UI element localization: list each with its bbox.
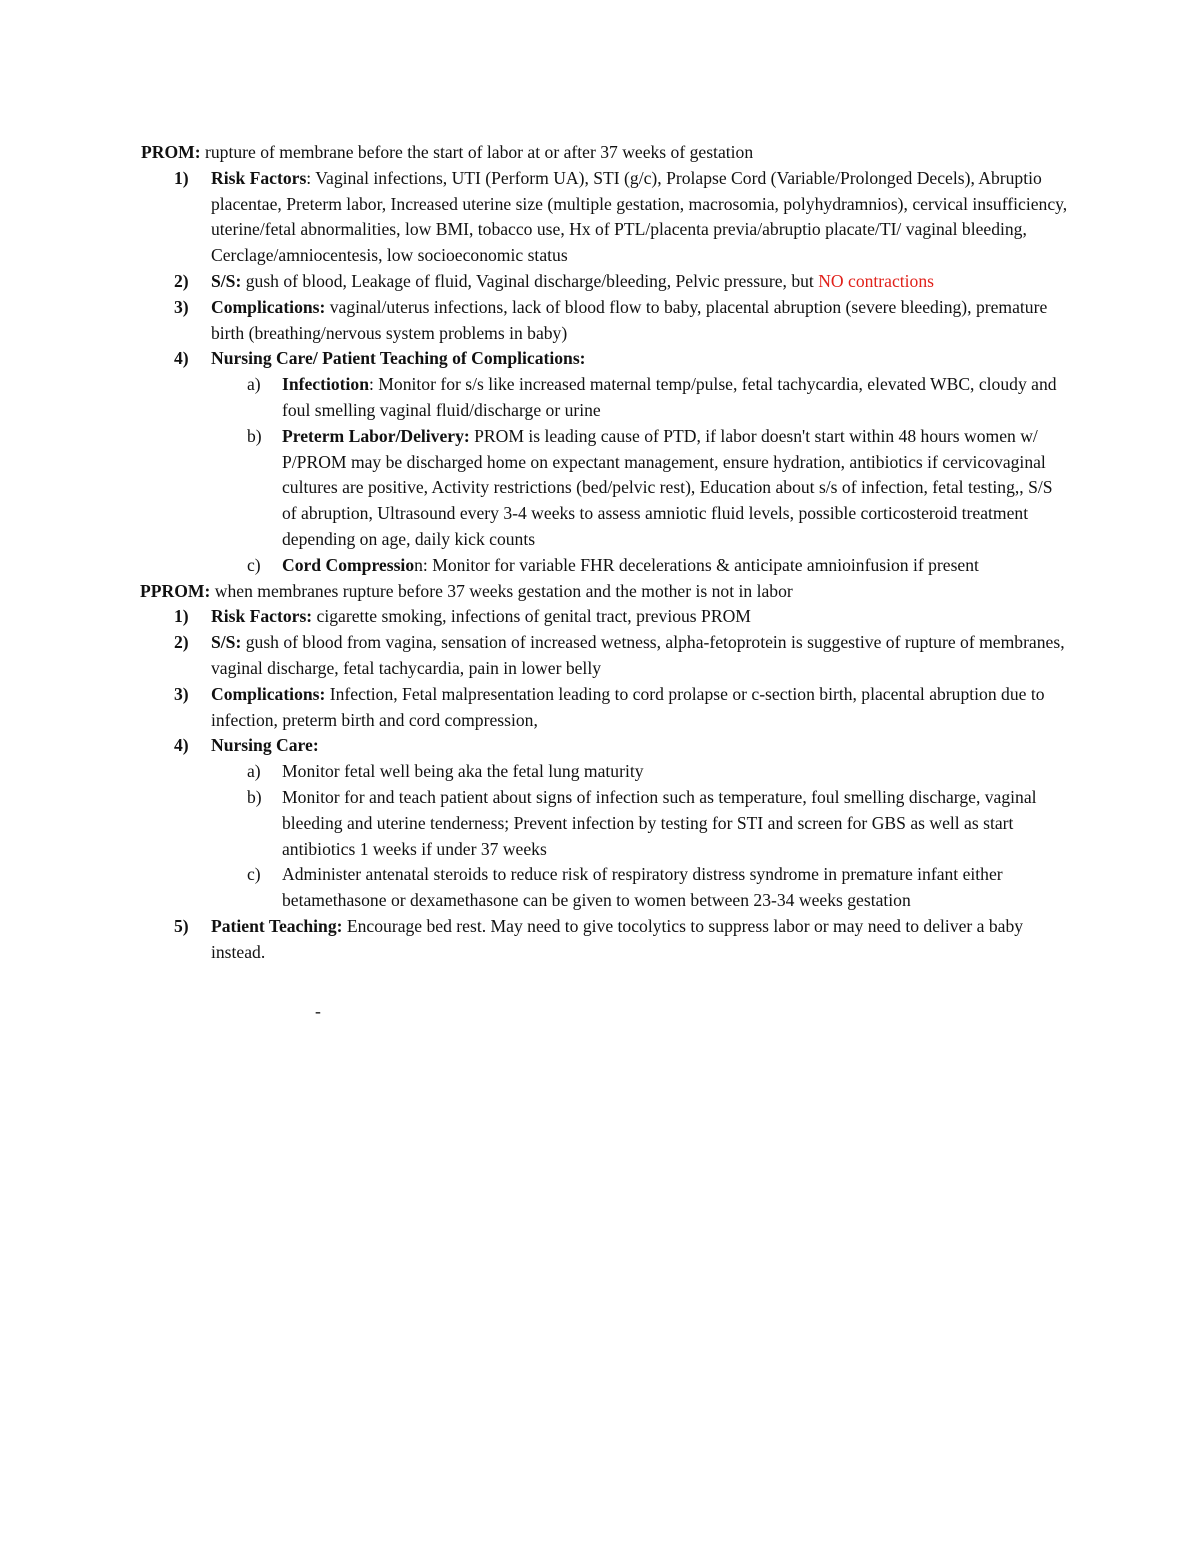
item-term: Risk Factors: [211,606,313,627]
pprom-term: PPROM: [140,580,211,601]
prom-item-complications [141,295,1071,347]
sub-item-cord-compression [211,553,1071,579]
item-term: Risk Factors [211,167,307,188]
list-marker: 2) [174,270,189,291]
prom-term: PROM: [141,142,201,162]
item-text: : Vaginal infections, UTI (Perform UA), STI (g/c), Prolapse Cord (Variable/Prolonged Decels), Abruptio placentae, Preterm labor, Increased uterine size (multiple gestation, macrosomia, polyhydramnios), cervical insufficiency, uterine/fetal abnormalities, low BMI, tobacco use, Hx of PTL/placenta previa/abruptio placate/TI/ vaginal bleeding, Cerclage/amniocentesis, low socioeconomic status [211,167,1068,266]
list-marker: 4) [174,735,189,756]
pprom-definition: when membranes rupture before 37 weeks gestation and the mother is not in labor [210,580,793,601]
sub-marker: b) [247,786,262,807]
sub-item-preterm-labor [211,424,1071,553]
pprom-heading [140,579,1071,605]
sub-text: Monitor fetal well being aka the fetal lung maturity [282,761,644,782]
sub-text: Administer antenatal steroids to reduce risk of respiratory distress syndrome in premature infant either betamethasone or dexamethasone can be given to women between 23-34 weeks gestation [282,864,1003,911]
item-term: Nursing Care/ Patient Teaching of Complications: [211,348,586,369]
prom-list [141,166,1071,579]
pprom-nursing-sublist [211,759,1071,914]
prom-item-risk-factors [141,166,1071,269]
sub-term: Cord Compressio [282,554,415,575]
item-text: gush of blood, Leakage of fluid, Vaginal discharge/bleeding, Pelvic pressure, but [241,270,819,291]
item-text: cigarette smoking, infections of genital tract, previous PROM [312,606,751,627]
pprom-item-patient-teaching [141,914,1071,966]
list-marker: 4) [174,348,189,369]
prom-item-signs-symptoms [141,269,1071,295]
sub-text: : Monitor for s/s like increased maternal temp/pulse, fetal tachycardia, elevated WBC, cloudy and foul smelling vaginal fluid/discharge or urine [282,374,1057,420]
sub-marker: c) [247,864,261,885]
sub-item-antenatal-steroids [211,862,1071,914]
pprom-item-signs-symptoms [141,630,1071,682]
sub-text: n: Monitor for variable FHR decelerations & anticipate amnioinfusion if present [414,554,979,575]
list-marker: 3) [174,296,189,317]
item-text: Infection, Fetal malpresentation leading to cord prolapse or c-section birth, placental abruption due to infection, preterm birth and cord compression, [211,683,1045,730]
document-body [141,140,1071,966]
list-marker: 3) [174,683,189,704]
item-term: Patient Teaching: [211,915,343,936]
item-text: Encourage bed rest. May need to give tocolytics to suppress labor or may need to deliver a baby instead. [211,915,1024,962]
sub-term: Infectiotion [282,374,369,395]
sub-item-infection-teaching [211,785,1071,862]
sub-marker: b) [247,425,262,446]
pprom-list [141,604,1071,965]
sub-text: PROM is leading cause of PTD, if labor doesn't start within 48 hours women w/ P/PROM may be discharged home on expectant management, ensure hydration, antibiotics if cervicovaginal cultures are positive, Activity restrictions (bed/pelvic rest), Education about s/s of infection, fetal testing,, S/S of abruption, Ultrasound every 3-4 weeks to assess amniotic fluid levels, possible corticosteroid treatment depending on age, daily kick counts [282,425,1053,549]
list-marker: 1) [174,167,189,188]
sub-term: Preterm Labor/Delivery: [282,425,470,446]
highlight-text: NO contractions [818,270,934,291]
pprom-item-risk-factors [141,604,1071,630]
item-term: S/S: [211,632,242,653]
prom-nursing-sublist [211,372,1071,578]
item-term: Complications: [211,296,326,317]
list-marker: 2) [174,632,189,653]
item-term: S/S: [211,270,242,291]
prom-definition: rupture of membrane before the start of labor at or after 37 weeks of gestation [200,142,754,162]
sub-marker: c) [247,554,261,575]
list-marker: 5) [174,915,189,936]
sub-item-infection [211,372,1071,424]
trailing-dash: - [315,1001,321,1021]
sub-text: Monitor for and teach patient about signs of infection such as temperature, foul smelling discharge, vaginal bleeding and uterine tenderness; Prevent infection by testing for STI and screen for GBS as well as start antibiotics 1 weeks if under 37 weeks [282,786,1037,859]
pprom-item-complications [141,682,1071,734]
sub-marker: a) [247,761,261,782]
pprom-item-nursing-care [141,733,1071,914]
item-term: Nursing Care: [211,735,319,756]
prom-heading [141,140,1071,166]
item-term: Complications: [211,683,326,704]
prom-item-nursing-care [141,346,1071,578]
sub-item-monitor-fetal [211,759,1071,785]
list-marker: 1) [174,606,189,627]
item-text: gush of blood from vagina, sensation of increased wetness, alpha-fetoprotein is suggestive of rupture of membranes, vaginal discharge, fetal tachycardia, pain in lower belly [211,632,1065,678]
item-text: vaginal/uterus infections, lack of blood flow to baby, placental abruption (severe bleeding), premature birth (breathing/nervous system problems in baby) [211,296,1048,343]
sub-marker: a) [247,374,261,395]
